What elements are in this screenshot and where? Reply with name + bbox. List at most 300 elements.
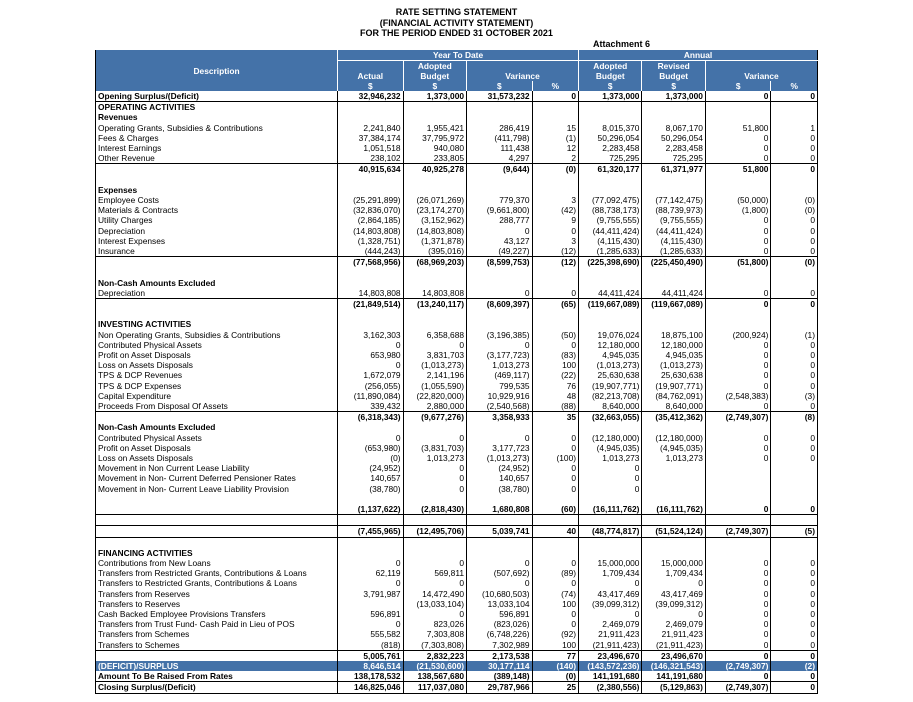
row-label: Interest Expenses (96, 236, 338, 246)
table-row (96, 309, 818, 319)
row-value: 2,469,079 (642, 619, 705, 629)
row-value: (44,411,424) (642, 226, 705, 236)
row-value (642, 537, 705, 548)
table-row (96, 288, 818, 299)
row-value: (200,924) (705, 330, 771, 340)
row-value: 0 (467, 226, 533, 236)
row-value: 14,472,490 (403, 589, 466, 599)
row-value (705, 548, 771, 558)
row-value: (16,111,762) (579, 504, 642, 515)
row-label: Contributions from New Loans (96, 558, 338, 568)
table-row (96, 504, 818, 515)
row-value: 0 (705, 370, 771, 380)
row-value (532, 185, 579, 195)
row-value: 0 (705, 433, 771, 443)
row-value: (1,800) (705, 205, 771, 215)
row-label (96, 515, 338, 526)
row-label: Transfers from Trust Fund- Cash Paid in Lieu of POS (96, 619, 338, 629)
row-value: 21,911,423 (642, 629, 705, 639)
row-value (705, 112, 771, 122)
row-value: 100 (532, 640, 579, 651)
row-value: (653,980) (338, 443, 404, 453)
table-row (96, 578, 818, 588)
row-value (579, 175, 642, 185)
row-value (579, 309, 642, 319)
row-value: (8) (771, 412, 818, 423)
row-label: Depreciation (96, 288, 338, 299)
row-value: (100) (532, 453, 579, 463)
row-value: (1,371,878) (403, 236, 466, 246)
row-label: Employee Costs (96, 195, 338, 205)
row-value: (2,540,568) (467, 401, 533, 412)
row-value (532, 494, 579, 504)
row-value: (0) (771, 257, 818, 268)
row-value: 0 (403, 558, 466, 568)
row-value: 21,911,423 (579, 629, 642, 639)
row-value: (39,099,312) (579, 599, 642, 609)
row-label: Proceeds From Disposal Of Assets (96, 401, 338, 412)
row-value: (49,227) (467, 246, 533, 257)
table-row (96, 443, 818, 453)
row-value: 0 (532, 558, 579, 568)
row-value: (411,798) (467, 133, 533, 143)
table-row (96, 195, 818, 205)
row-value: 43,127 (467, 236, 533, 246)
row-value: 0 (771, 671, 818, 682)
row-label (96, 526, 338, 537)
row-value: (2,749,307) (705, 526, 771, 537)
row-value: (389,148) (467, 671, 533, 682)
row-value: (0) (532, 164, 579, 175)
row-value: (3,152,962) (403, 215, 466, 225)
row-value: 15 (532, 123, 579, 133)
row-value (579, 422, 642, 432)
row-value: 0 (338, 558, 404, 568)
row-value: (1,328,751) (338, 236, 404, 246)
row-value: (395,016) (403, 246, 466, 257)
row-value (579, 515, 642, 526)
row-value (705, 319, 771, 329)
row-value: (6,748,226) (467, 629, 533, 639)
table-row (96, 640, 818, 651)
row-value: 31,573,232 (467, 91, 533, 102)
row-value: 15,000,000 (642, 558, 705, 568)
row-value: (42) (532, 205, 579, 215)
row-value: 1 (771, 123, 818, 133)
row-value: 25,630,638 (579, 370, 642, 380)
table-row (96, 215, 818, 225)
header-year-to-date: Year To Date (338, 50, 579, 61)
row-value (642, 267, 705, 277)
row-value: (12,180,000) (579, 433, 642, 443)
row-value: (88,739,973) (642, 205, 705, 215)
row-value: (1) (532, 133, 579, 143)
row-value: 596,891 (467, 609, 533, 619)
row-value: (2,818,430) (403, 504, 466, 515)
row-value: 2,241,840 (338, 123, 404, 133)
table-body (96, 91, 818, 693)
row-value: 725,295 (642, 153, 705, 164)
row-value: 0 (771, 91, 818, 102)
row-value (642, 102, 705, 113)
row-value: 0 (705, 599, 771, 609)
row-value: 3,177,723 (467, 443, 533, 453)
unit-variance-pct: % (532, 81, 579, 91)
row-value: 0 (532, 473, 579, 483)
row-value: (469,117) (467, 370, 533, 380)
row-value: (8,609,397) (467, 299, 533, 310)
row-value (771, 309, 818, 319)
row-value (705, 494, 771, 504)
row-value: 0 (338, 433, 404, 443)
unit-variance-annual: $ (705, 81, 771, 91)
row-value (579, 278, 642, 288)
row-value (467, 422, 533, 432)
rate-setting-table (95, 50, 818, 694)
row-value (579, 537, 642, 548)
row-label (96, 504, 338, 515)
row-value: (92) (532, 629, 579, 639)
row-value: 0 (771, 381, 818, 391)
row-value: (0) (338, 453, 404, 463)
row-value: (77,142,475) (642, 195, 705, 205)
row-value: (12) (532, 257, 579, 268)
row-value: 0 (705, 558, 771, 568)
row-value: (88) (532, 401, 579, 412)
row-value: 12,180,000 (579, 340, 642, 350)
row-value: 44,411,424 (579, 288, 642, 299)
row-value: 0 (771, 401, 818, 412)
row-value (771, 278, 818, 288)
table-row (96, 226, 818, 236)
row-value (642, 463, 705, 473)
table-row (96, 391, 818, 401)
table-row (96, 473, 818, 483)
table-row (96, 267, 818, 277)
row-value: (48,774,817) (579, 526, 642, 537)
row-value: 0 (338, 340, 404, 350)
table-row (96, 422, 818, 432)
table-row (96, 619, 818, 629)
row-value (403, 112, 466, 122)
row-value: 146,825,046 (338, 682, 404, 693)
table-row (96, 278, 818, 288)
row-value: (24,952) (467, 463, 533, 473)
row-label: Profit on Asset Disposals (96, 443, 338, 453)
row-value: 1,373,000 (579, 91, 642, 102)
header-description: Description (96, 61, 338, 82)
row-value (771, 267, 818, 277)
row-value: 0 (705, 650, 771, 661)
row-value (642, 473, 705, 483)
table-row (96, 589, 818, 599)
row-value (642, 548, 705, 558)
row-value: 0 (705, 340, 771, 350)
row-value (579, 185, 642, 195)
row-value: (35,412,362) (642, 412, 705, 423)
row-value: 3,358,933 (467, 412, 533, 423)
row-label: Non Operating Grants, Subsidies & Contributions (96, 330, 338, 340)
row-label: Fees & Charges (96, 133, 338, 143)
row-value: (22) (532, 370, 579, 380)
row-value: 44,411,424 (642, 288, 705, 299)
row-value (705, 484, 771, 494)
row-value (642, 175, 705, 185)
row-label: TPS & DCP Expenses (96, 381, 338, 391)
row-label: Transfers to Restricted Grants, Contributions & Loans (96, 578, 338, 588)
row-value: 15,000,000 (579, 558, 642, 568)
row-value (403, 537, 466, 548)
row-value: (51,800) (705, 257, 771, 268)
row-value: 2,832,223 (403, 650, 466, 661)
row-value: (225,450,490) (642, 257, 705, 268)
row-label (96, 650, 338, 661)
row-value: (26,071,269) (403, 195, 466, 205)
row-value: (3,831,703) (403, 443, 466, 453)
row-value (705, 278, 771, 288)
row-label: Profit on Asset Disposals (96, 350, 338, 360)
table-row (96, 463, 818, 473)
row-value (467, 494, 533, 504)
row-value (771, 484, 818, 494)
row-label: Other Revenue (96, 153, 338, 164)
row-value: (11,890,084) (338, 391, 404, 401)
row-value: 0 (403, 340, 466, 350)
row-value (338, 537, 404, 548)
row-value: 569,811 (403, 568, 466, 578)
table-row (96, 133, 818, 143)
row-value (403, 319, 466, 329)
row-value: (256,055) (338, 381, 404, 391)
row-value (532, 422, 579, 432)
row-value: 779,370 (467, 195, 533, 205)
row-value (771, 548, 818, 558)
row-value: 2 (532, 153, 579, 164)
row-value: 3,162,303 (338, 330, 404, 340)
row-value: 0 (705, 381, 771, 391)
row-value (467, 175, 533, 185)
table-row (96, 484, 818, 494)
row-label (96, 175, 338, 185)
row-value: 40 (532, 526, 579, 537)
row-value: 3,831,703 (403, 350, 466, 360)
table-row (96, 650, 818, 661)
table-row (96, 515, 818, 526)
row-label: Movement in Non Current Lease Liability (96, 463, 338, 473)
row-value: 2,283,458 (642, 143, 705, 153)
row-value: 0 (467, 288, 533, 299)
row-label: Contributed Physical Assets (96, 340, 338, 350)
row-value: 0 (532, 443, 579, 453)
unit-revised: $ (642, 81, 705, 91)
row-value: 0 (532, 484, 579, 494)
row-value (532, 267, 579, 277)
row-value: 0 (771, 599, 818, 609)
row-value: 2,141,196 (403, 370, 466, 380)
row-value: 13,033,104 (467, 599, 533, 609)
row-value: 0 (705, 246, 771, 257)
row-value: (7,303,808) (403, 640, 466, 651)
row-value (705, 267, 771, 277)
row-value: 0 (705, 504, 771, 515)
row-value: (89) (532, 568, 579, 578)
row-value: 30,177,114 (467, 661, 533, 671)
table-row (96, 330, 818, 340)
row-value: 8,015,370 (579, 123, 642, 133)
row-value: 0 (705, 288, 771, 299)
row-value: 0 (771, 340, 818, 350)
row-value (338, 422, 404, 432)
row-value: (65) (532, 299, 579, 310)
row-value: (1) (771, 330, 818, 340)
row-value (771, 515, 818, 526)
row-value: 4,297 (467, 153, 533, 164)
row-value (579, 112, 642, 122)
table-row (96, 340, 818, 350)
row-value: (225,398,690) (579, 257, 642, 268)
row-value: (119,667,089) (579, 299, 642, 310)
row-value: 138,567,680 (403, 671, 466, 682)
row-value: (1,013,273) (467, 453, 533, 463)
row-value: 4,945,035 (642, 350, 705, 360)
row-value: (23,174,270) (403, 205, 466, 215)
row-value (642, 494, 705, 504)
row-value: (1,137,622) (338, 504, 404, 515)
row-value (705, 309, 771, 319)
row-value: 61,320,177 (579, 164, 642, 175)
row-value: 0 (705, 578, 771, 588)
row-value (705, 185, 771, 195)
row-value: 7,302,989 (467, 640, 533, 651)
row-label: Transfers from Restricted Grants, Contributions & Loans (96, 568, 338, 578)
row-label: Loss on Assets Disposals (96, 360, 338, 370)
row-label (96, 537, 338, 548)
row-value: (38,780) (467, 484, 533, 494)
row-label: Revenues (96, 112, 338, 122)
row-value: (1,055,590) (403, 381, 466, 391)
row-value: 8,640,000 (579, 401, 642, 412)
row-value: (13,033,104) (403, 599, 466, 609)
row-value: (77,568,956) (338, 257, 404, 268)
row-value (771, 422, 818, 432)
row-value: 0 (532, 340, 579, 350)
row-value: (50) (532, 330, 579, 340)
row-value: 25,630,638 (642, 370, 705, 380)
row-value: 238,102 (338, 153, 404, 164)
row-value: 0 (705, 350, 771, 360)
row-label: Transfers to Reserves (96, 599, 338, 609)
row-value (579, 267, 642, 277)
row-value: 23,496,670 (642, 650, 705, 661)
row-value: 25 (532, 682, 579, 693)
row-value: 37,795,972 (403, 133, 466, 143)
row-value: 0 (771, 640, 818, 651)
table-row (96, 412, 818, 423)
row-value (705, 515, 771, 526)
row-value: 100 (532, 599, 579, 609)
row-label: Depreciation (96, 226, 338, 236)
row-value (705, 422, 771, 432)
row-label: INVESTING ACTIVITIES (96, 319, 338, 329)
row-value: 0 (771, 629, 818, 639)
row-value: 40,925,278 (403, 164, 466, 175)
row-value: 0 (771, 453, 818, 463)
table-row (96, 671, 818, 682)
row-value: (9,755,555) (642, 215, 705, 225)
row-value: 0 (771, 236, 818, 246)
row-value: 0 (705, 299, 771, 310)
row-value (338, 494, 404, 504)
table-row (96, 599, 818, 609)
row-label: (DEFICIT)/SURPLUS (96, 661, 338, 671)
row-value: 1,013,273 (403, 453, 466, 463)
row-value: (32,663,055) (579, 412, 642, 423)
row-value (467, 319, 533, 329)
row-value: (507,692) (467, 568, 533, 578)
row-value: 1,051,518 (338, 143, 404, 153)
row-value: 5,039,741 (467, 526, 533, 537)
row-value: 0 (467, 578, 533, 588)
row-value: 0 (338, 619, 404, 629)
row-value (403, 102, 466, 113)
row-value (403, 515, 466, 526)
row-value: 0 (771, 504, 818, 515)
header-adopted-budget-annual: Adopted Budget (579, 61, 642, 82)
row-value: 0 (705, 629, 771, 639)
table-row (96, 350, 818, 360)
row-value: 0 (467, 558, 533, 568)
row-value: 0 (532, 433, 579, 443)
row-value: 10,929,916 (467, 391, 533, 401)
row-value: 18,875,100 (642, 330, 705, 340)
row-value: 19,076,024 (579, 330, 642, 340)
row-value: 117,037,080 (403, 682, 466, 693)
row-value: 50,296,054 (579, 133, 642, 143)
row-label: Utility Charges (96, 215, 338, 225)
row-value: 1,680,808 (467, 504, 533, 515)
row-value: 0 (705, 236, 771, 246)
row-value: 0 (771, 619, 818, 629)
row-value: 2,880,000 (403, 401, 466, 412)
row-value: 14,803,808 (403, 288, 466, 299)
row-value: 1,373,000 (642, 91, 705, 102)
row-value (642, 422, 705, 432)
row-value (579, 494, 642, 504)
row-value: 725,295 (579, 153, 642, 164)
row-value: (16,111,762) (642, 504, 705, 515)
row-value: 29,787,966 (467, 682, 533, 693)
row-value: 0 (771, 578, 818, 588)
row-value: 233,805 (403, 153, 466, 164)
row-label: Non-Cash Amounts Excluded (96, 422, 338, 432)
row-value: 0 (579, 463, 642, 473)
row-value (532, 102, 579, 113)
row-label: Non-Cash Amounts Excluded (96, 278, 338, 288)
row-value: 1,709,434 (642, 568, 705, 578)
row-value: 12 (532, 143, 579, 153)
row-value: 0 (403, 433, 466, 443)
row-value (338, 175, 404, 185)
row-value: (74) (532, 589, 579, 599)
row-value: (21,911,423) (642, 640, 705, 651)
table-row (96, 526, 818, 537)
header-blank (96, 50, 338, 61)
row-value: 940,080 (403, 143, 466, 153)
row-value (579, 319, 642, 329)
table-row (96, 175, 818, 185)
row-value: 50,296,054 (642, 133, 705, 143)
row-value: 43,417,469 (642, 589, 705, 599)
